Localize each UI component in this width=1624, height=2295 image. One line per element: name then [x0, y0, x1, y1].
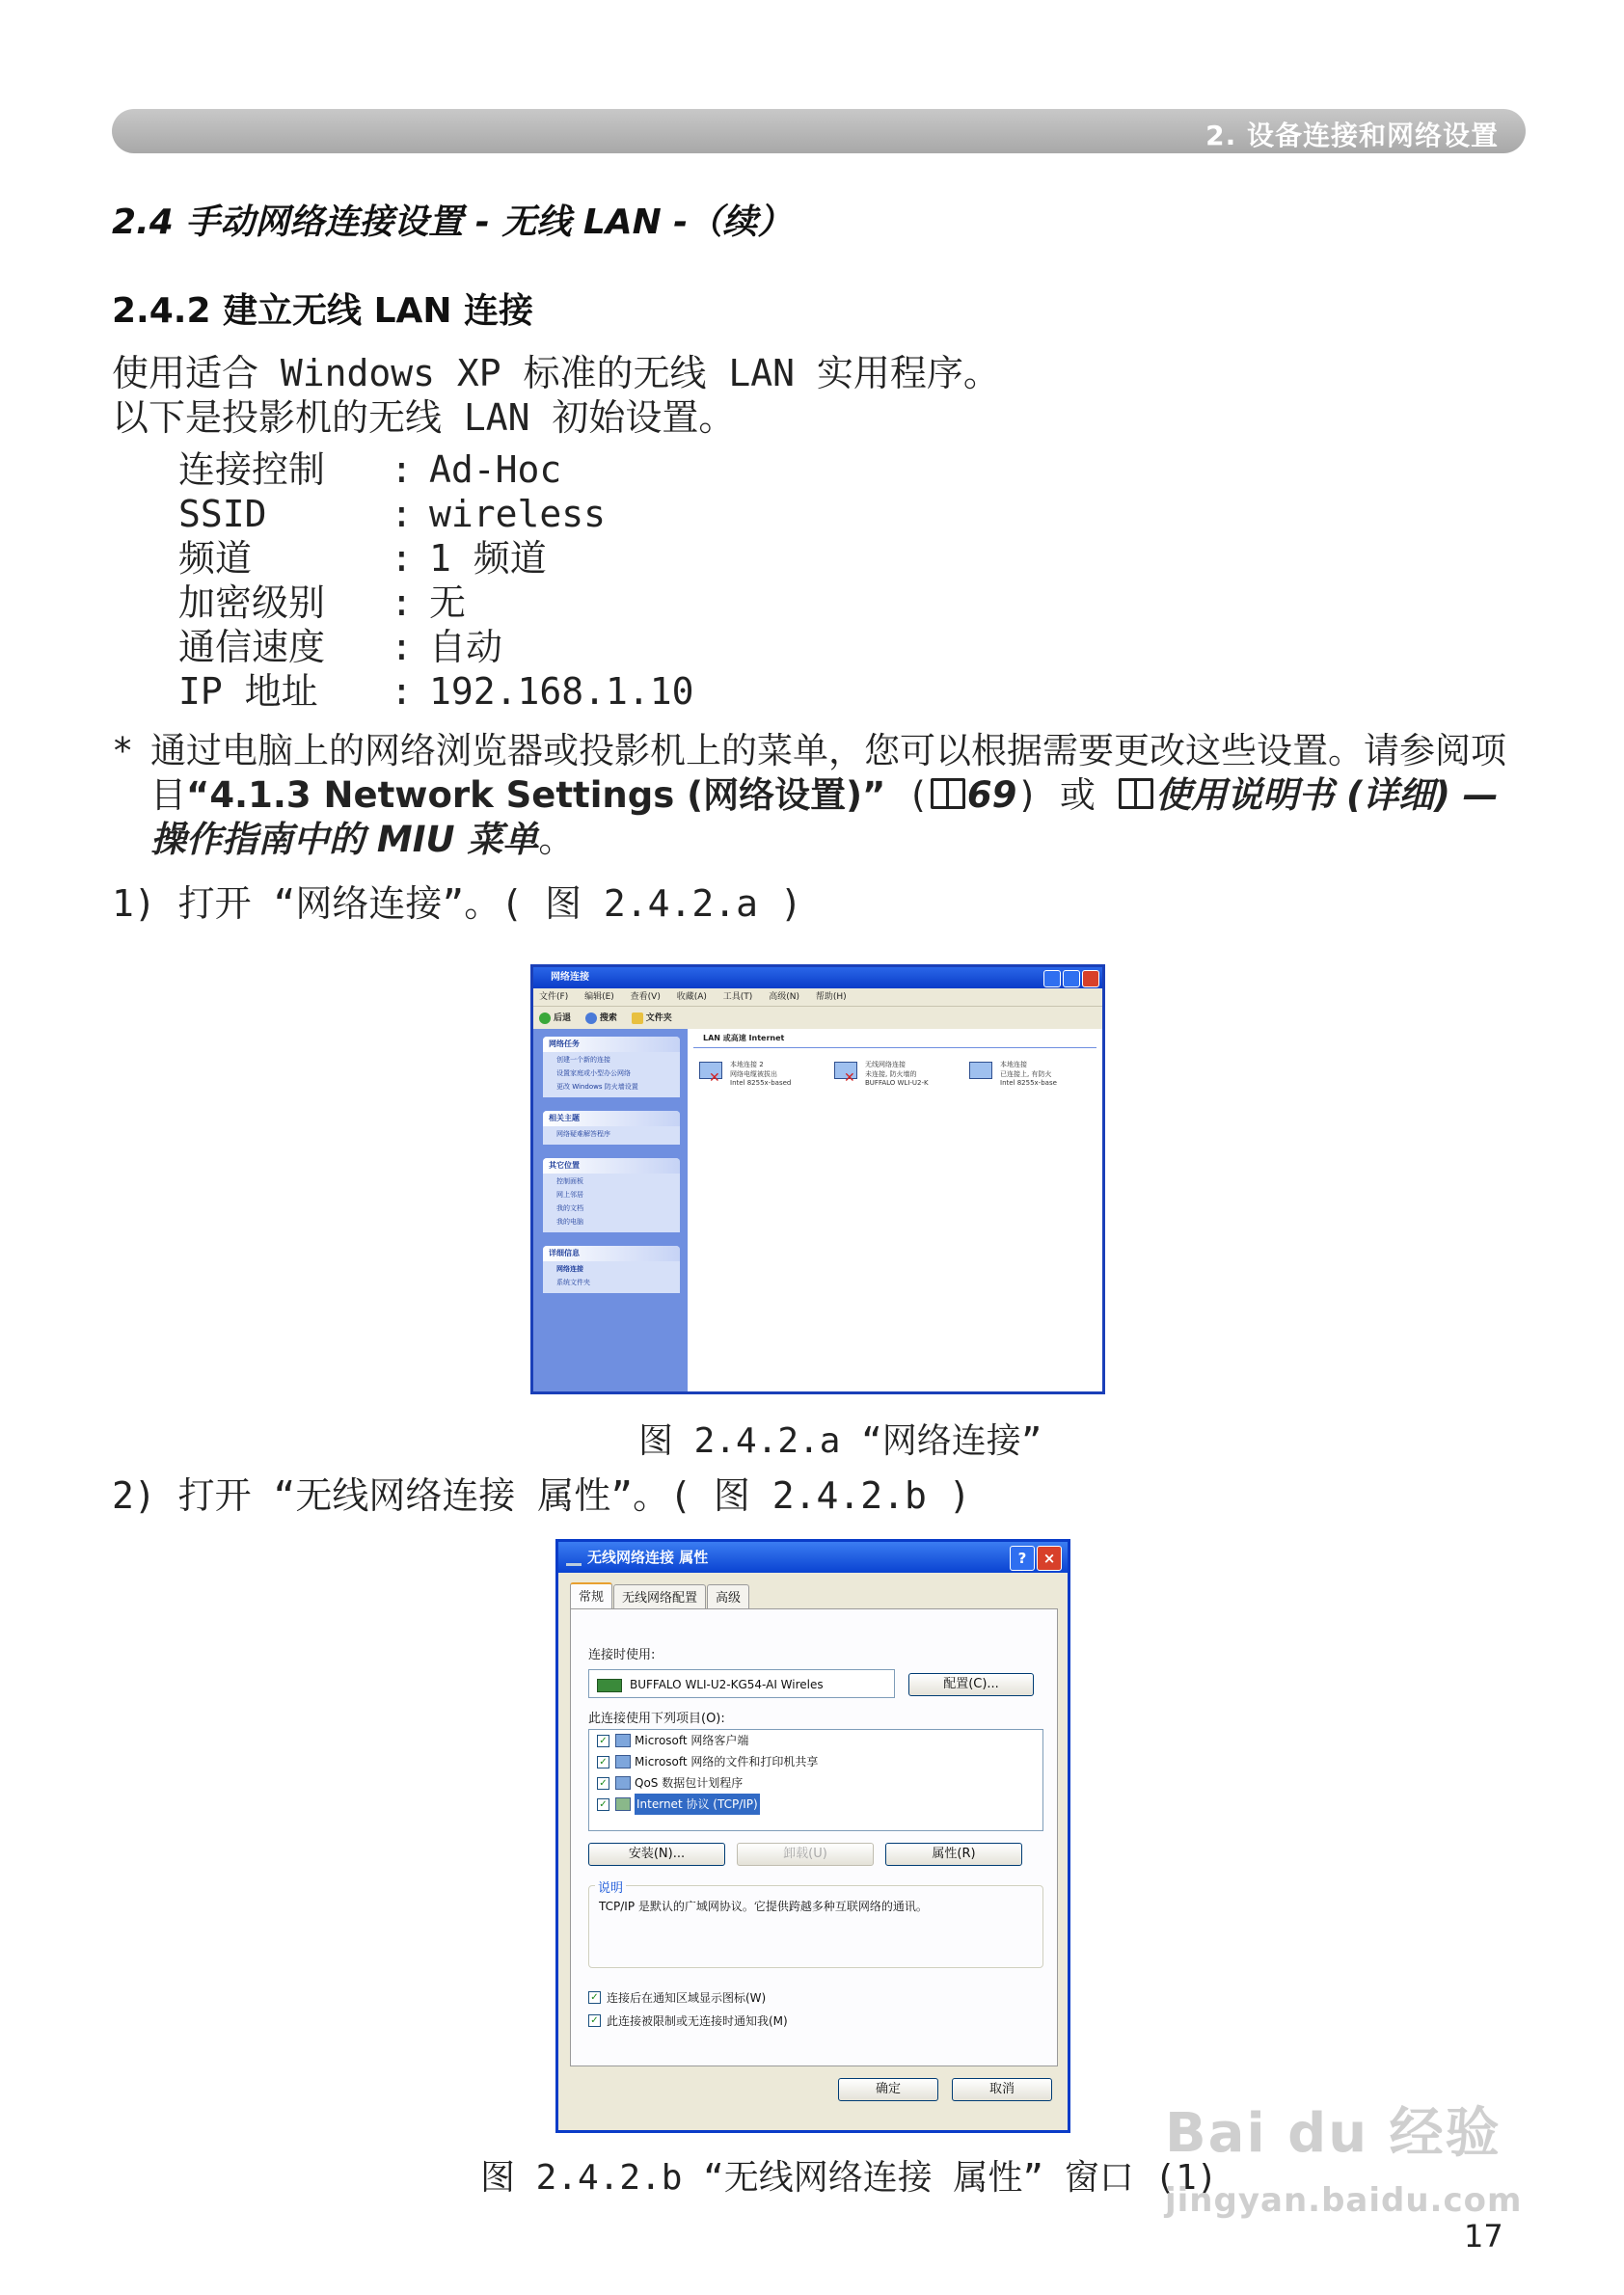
- setting-row: [178, 447, 694, 492]
- setting-row: [178, 669, 694, 714]
- subsection-title: 2.4.2 建立无线 LAN 连接: [112, 291, 534, 331]
- client-icon: [615, 1734, 631, 1747]
- tab-general[interactable]: 常规: [570, 1582, 612, 1608]
- wireless-connection-icon: ✕: [832, 1060, 861, 1085]
- folders-label: 文件夹: [645, 1013, 672, 1023]
- setting-key: 通信速度: [178, 626, 326, 668]
- install-button[interactable]: 安装(N)...: [588, 1843, 725, 1866]
- note-asterisk: *: [112, 730, 134, 771]
- place-link[interactable]: 网上邻居: [556, 1191, 583, 1199]
- menu-help[interactable]: 帮助(H): [815, 992, 847, 1002]
- window-title: 网络连接: [551, 972, 589, 983]
- connection-status: 网络电缆被拔出: [730, 1070, 777, 1078]
- note-reference-manual[interactable]: 使用说明书 (详细) — 操作指南中的 MIU 菜单: [150, 774, 1499, 860]
- note-text: 通过电脑上的网络浏览器或投影机上的菜单，您可以根据需要更改这些设置。请参阅项目: [150, 730, 1506, 816]
- item-checkbox[interactable]: ✓: [597, 1777, 609, 1790]
- place-link[interactable]: 控制面板: [556, 1177, 583, 1185]
- network-connection-icon: [967, 1060, 996, 1085]
- watermark-logo-text: Bai du 经验: [1165, 2102, 1502, 2165]
- related-topics-panel: [543, 1111, 680, 1145]
- details-type: 系统文件夹: [556, 1279, 590, 1286]
- page-number: 17: [1464, 2218, 1503, 2254]
- search-button[interactable]: [585, 1013, 617, 1023]
- tab-wireless-config[interactable]: 无线网络配置: [613, 1584, 706, 1608]
- properties-button[interactable]: 属性(R): [885, 1843, 1022, 1866]
- tab-strip: [570, 1584, 750, 1608]
- item-checkbox[interactable]: ✓: [597, 1756, 609, 1768]
- folder-icon: [632, 1012, 643, 1024]
- item-label: Internet 协议 (TCP/IP): [635, 1794, 760, 1815]
- setting-key: 频道: [178, 537, 253, 580]
- connect-using-label: 连接时使用:: [588, 1648, 656, 1662]
- task-pane: [533, 1029, 688, 1394]
- description-group: [588, 1881, 1043, 1968]
- menu-view[interactable]: 查看(V): [630, 992, 661, 1002]
- connection-item[interactable]: [697, 1060, 813, 1087]
- connection-name: 本地连接 2: [730, 1061, 764, 1068]
- maximize-button[interactable]: [1063, 970, 1080, 987]
- setting-separator: :: [391, 670, 413, 713]
- notify-label: 此连接被限制或无连接时通知我(M): [607, 2014, 788, 2028]
- item-checkbox[interactable]: ✓: [597, 1735, 609, 1747]
- connection-device: BUFFALO WLI-U2-K: [865, 1079, 929, 1087]
- note-reference-network-settings[interactable]: “4.1.3 Network Settings (网络设置)”: [186, 774, 886, 816]
- configure-button[interactable]: 配置(C)...: [908, 1673, 1034, 1696]
- setting-row: [178, 580, 694, 625]
- chapter-header-bar: [112, 109, 1526, 153]
- menu-file[interactable]: 文件(F): [539, 992, 569, 1002]
- network-connection-icon: ✕: [697, 1060, 726, 1085]
- notify-checkbox[interactable]: ✓: [588, 2014, 601, 2027]
- list-item[interactable]: [589, 1751, 1042, 1772]
- network-connections-window: [530, 964, 1105, 1394]
- components-list: [588, 1729, 1043, 1831]
- connection-device: Intel 8255x-based: [730, 1079, 792, 1087]
- place-link[interactable]: 我的文档: [556, 1204, 583, 1212]
- setting-row: [178, 536, 694, 580]
- connection-name: 本地连接: [1000, 1061, 1027, 1068]
- setting-separator: :: [391, 626, 413, 668]
- place-link[interactable]: 我的电脑: [556, 1218, 583, 1226]
- item-label: QoS 数据包计划程序: [635, 1776, 744, 1790]
- search-icon: [585, 1012, 597, 1024]
- show-icon-checkbox[interactable]: ✓: [588, 1991, 601, 2004]
- general-tab-panel: [570, 1608, 1058, 2066]
- tab-advanced[interactable]: 高级: [707, 1584, 749, 1608]
- note-page-close: ) 或: [1016, 774, 1118, 816]
- step-1: 1) 打开 “网络连接”。( 图 2.4.2.a ): [112, 882, 802, 925]
- setting-row: [178, 492, 694, 536]
- setting-value: Ad-Hoc: [429, 448, 562, 491]
- section-title: 2.4 手动网络连接设置 - 无线 LAN -（续）: [112, 202, 793, 242]
- book-icon: [931, 778, 965, 809]
- back-button[interactable]: [539, 1013, 571, 1023]
- network-adapter-icon: [597, 1679, 622, 1692]
- ok-button[interactable]: 确定: [838, 2078, 938, 2101]
- connection-item[interactable]: [832, 1060, 948, 1087]
- note-end: 。: [538, 819, 575, 860]
- menu-edit[interactable]: 编辑(E): [584, 992, 614, 1002]
- figure-b-caption: 图 2.4.2.b “无线网络连接 属性” 窗口 (1): [480, 2158, 1218, 2198]
- toolbar: [533, 1007, 1102, 1031]
- setting-key: 加密级别: [178, 581, 326, 624]
- panel-title[interactable]: 网络任务: [543, 1037, 680, 1052]
- settings-list: [178, 447, 694, 714]
- menu-favorites[interactable]: 收藏(A): [676, 992, 707, 1002]
- panel-title[interactable]: 相关主题: [543, 1111, 680, 1126]
- wireless-properties-dialog: [555, 1539, 1070, 2133]
- item-label: Microsoft 网络客户端: [635, 1734, 749, 1747]
- panel-title[interactable]: 详细信息: [543, 1246, 680, 1261]
- connection-status: 已连接上, 有防火: [1000, 1070, 1052, 1078]
- help-button[interactable]: ?: [1010, 1546, 1035, 1571]
- description-label: 说明: [595, 1877, 626, 1896]
- search-label: 搜索: [599, 1013, 617, 1023]
- setting-key: 连接控制: [178, 448, 326, 491]
- show-icon-label: 连接后在通知区域显示图标(W): [607, 1991, 767, 2005]
- adapter-field: [588, 1669, 895, 1698]
- setting-value: 1 频道: [429, 537, 547, 580]
- description-text: TCP/IP 是默认的广域网协议。它提供跨越多种互联网络的通讯。: [599, 1900, 928, 1913]
- show-icon-option[interactable]: [588, 1989, 766, 2006]
- setting-separator: :: [391, 581, 413, 624]
- connections-section-header: LAN 或高速 Internet: [693, 1029, 1096, 1048]
- folders-button[interactable]: [632, 1013, 672, 1023]
- network-icon: [566, 1550, 582, 1566]
- setting-value: wireless: [429, 493, 607, 535]
- setting-value: 无: [429, 581, 467, 624]
- service-icon: [615, 1776, 631, 1790]
- details-panel: [543, 1246, 680, 1293]
- list-item[interactable]: [589, 1772, 1042, 1794]
- item-label: Microsoft 网络的文件和打印机共享: [635, 1755, 819, 1768]
- setting-separator: :: [391, 448, 413, 491]
- setting-value: 192.168.1.10: [429, 670, 694, 713]
- chapter-header-title: 2. 设备连接和网络设置: [1205, 120, 1499, 151]
- baidu-watermark: [1165, 2091, 1522, 2220]
- connection-name: 无线网络连接: [865, 1061, 906, 1068]
- book-icon: [1119, 778, 1153, 809]
- protocol-icon: [615, 1797, 631, 1811]
- note-page-open: (: [885, 774, 929, 816]
- list-item[interactable]: [589, 1730, 1042, 1751]
- details-title: 网络连接: [556, 1265, 583, 1273]
- list-item-selected[interactable]: [589, 1794, 1042, 1815]
- cancel-button[interactable]: 取消: [952, 2078, 1052, 2101]
- figure-a-caption: 图 2.4.2.a “网络连接”: [638, 1421, 1042, 1461]
- window-titlebar: [533, 967, 1102, 988]
- adapter-name: BUFFALO WLI-U2-KG54-AI Wireles: [630, 1678, 824, 1691]
- task-link[interactable]: 创建一个新的连接: [556, 1056, 610, 1064]
- connections-area: [688, 1029, 1102, 1391]
- items-label: 此连接使用下列项目(O):: [588, 1712, 725, 1726]
- setting-value: 自动: [429, 626, 503, 668]
- setting-separator: :: [391, 537, 413, 580]
- minimize-button[interactable]: [1043, 970, 1061, 987]
- dialog-title: 无线网络连接 属性: [587, 1549, 709, 1566]
- back-label: 后退: [554, 1013, 572, 1023]
- intro-line-1: 使用适合 Windows XP 标准的无线 LAN 实用程序。: [112, 352, 1000, 394]
- menu-advanced[interactable]: 高级(N): [769, 992, 799, 1002]
- menu-bar: [533, 988, 1102, 1007]
- back-arrow-icon: [539, 1012, 551, 1024]
- connection-item[interactable]: [967, 1060, 1083, 1087]
- step-2: 2) 打开 “无线网络连接 属性”。( 图 2.4.2.b ): [112, 1474, 971, 1517]
- notify-option[interactable]: [588, 2012, 788, 2029]
- connection-device: Intel 8255x-base: [1000, 1079, 1057, 1087]
- other-places-panel: [543, 1158, 680, 1232]
- setting-key: SSID: [178, 493, 267, 535]
- note-paragraph: [112, 729, 1529, 862]
- service-icon: [615, 1755, 631, 1768]
- task-link[interactable]: 更改 Windows 防火墙设置: [556, 1083, 638, 1091]
- close-button[interactable]: [1082, 970, 1099, 987]
- setting-separator: :: [391, 493, 413, 535]
- network-tasks-panel: [543, 1037, 680, 1097]
- uninstall-button[interactable]: 卸载(U): [737, 1843, 874, 1866]
- panel-title[interactable]: 其它位置: [543, 1158, 680, 1174]
- connection-status: 未连接, 防火墙的: [865, 1070, 917, 1078]
- setting-key: IP 地址: [178, 670, 318, 713]
- item-checkbox[interactable]: ✓: [597, 1798, 609, 1811]
- watermark-url: jingyan.baidu.com: [1165, 2181, 1523, 2220]
- close-button[interactable]: ×: [1037, 1546, 1062, 1571]
- setting-row: [178, 625, 694, 669]
- dialog-titlebar: [558, 1542, 1068, 1573]
- menu-tools[interactable]: 工具(T): [722, 992, 753, 1002]
- task-link[interactable]: 网络疑难解答程序: [556, 1130, 610, 1138]
- intro-line-2: 以下是投影机的无线 LAN 初始设置。: [112, 396, 736, 439]
- task-link[interactable]: 设置家庭或小型办公网络: [556, 1069, 631, 1077]
- note-page-number: 69: [966, 774, 1017, 816]
